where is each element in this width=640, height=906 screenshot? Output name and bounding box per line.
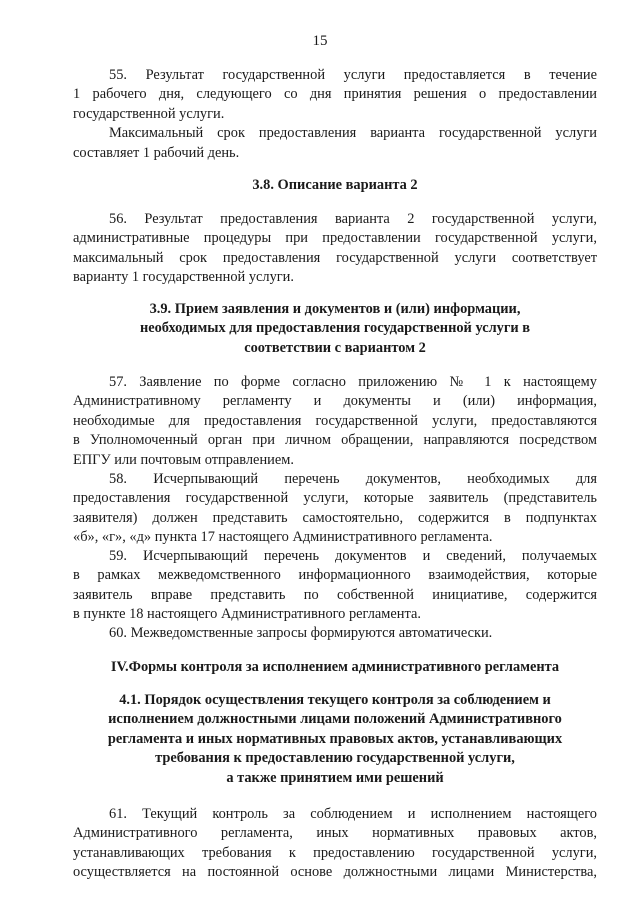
text-line: 60. Межведомственные запросы формируются автоматически.: [109, 625, 493, 641]
text-line: в рамках межведомственного информационного взаимодействия, которые: [73, 567, 597, 584]
text-line: 57. Заявление по форме согласно приложению № 1 к настоящему: [109, 374, 597, 390]
text-line: Административному регламенту и документы и (или) информация,: [73, 393, 597, 410]
text-line: заявителя) должен представить самостоятельно, содержится в подпунктах: [73, 509, 597, 526]
paragraph-55: [73, 66, 597, 163]
text-line: максимальный срок предоставления государственной услуги соответствует: [73, 249, 597, 266]
section-heading-4: [73, 658, 597, 677]
paragraph-59: [73, 547, 597, 625]
paragraph-58: [73, 470, 597, 548]
text-line: предоставления государственной услуги, которые заявитель (представитель: [73, 490, 597, 507]
text-line: «б», «г», «д» пункта 17 настоящего Административного регламента.: [73, 529, 493, 546]
heading-line: требования к предоставлению государственной услуги,: [155, 750, 515, 767]
heading-line: необходимых для предоставления государственной услуги в: [139, 320, 531, 337]
section-heading-4-1: [73, 691, 597, 788]
paragraph-61: [73, 805, 597, 883]
text-line: Административного регламента, иных нормативных правовых актов,: [73, 825, 597, 842]
section-heading-3-8: [73, 176, 597, 195]
text-line: устанавливающих требования к предоставлению государственной услуги,: [73, 844, 597, 861]
section-heading-3-9: [73, 300, 597, 358]
heading-line: регламента и иных нормативных правовых актов, устанавливающих: [107, 730, 563, 747]
text-line: ЕПГУ или почтовым отправлением.: [73, 451, 294, 468]
text-line: 59. Исчерпывающий перечень документов и сведений, получаемых: [109, 548, 597, 564]
heading-line: 4.1. Порядок осуществления текущего контроля за соблюдением и: [119, 692, 551, 708]
text-line: административные процедуры при предоставлении государственной услуги,: [73, 230, 597, 247]
text-line: Максимальный срок предоставления варианта государственной услуги: [109, 125, 597, 142]
text-line: 61. Текущий контроль за соблюдением и исполнением настоящего: [109, 806, 597, 822]
heading-line: исполнением должностными лицами положений Административного: [108, 711, 562, 728]
heading-line: соответствии с вариантом 2: [244, 339, 426, 356]
text-line: государственной услуги.: [73, 105, 225, 122]
heading-line: 3.8. Описание варианта 2: [252, 177, 418, 193]
text-line: 1 рабочего дня, следующего со дня принятия решения о предоставлении: [73, 86, 597, 103]
text-line: заявитель вправе представить по собственной инициативе, содержится: [73, 586, 597, 603]
heading-line: 3.9. Прием заявления и документов и (или) информации,: [149, 301, 521, 317]
text-line: варианту 1 государственной услуги.: [73, 269, 294, 286]
text-line: в Уполномоченный орган при личном обращении, направляются посредством: [73, 432, 597, 449]
text-line: 55. Результат государственной услуги предоставляется в течение: [109, 67, 597, 83]
text-line: осуществляется на постоянной основе должностными лицами Министерства,: [73, 864, 597, 881]
heading-line: а также принятием ими решений: [226, 769, 444, 786]
text-line: 58. Исчерпывающий перечень документов, необходимых для: [109, 471, 597, 487]
page-number: 15: [312, 33, 328, 49]
text-line: составляет 1 рабочий день.: [73, 144, 240, 161]
text-line: 56. Результат предоставления варианта 2 государственной услуги,: [109, 211, 597, 227]
paragraph-60: [73, 624, 597, 643]
text-line: необходимые для предоставления государственной услуги, предоставляются: [73, 412, 597, 429]
paragraph-56: [73, 210, 597, 288]
text-line: в пункте 18 настоящего Административного регламента.: [73, 606, 421, 623]
paragraph-57: [73, 373, 597, 470]
heading-line: IV.Формы контроля за исполнением административного регламента: [110, 659, 560, 675]
